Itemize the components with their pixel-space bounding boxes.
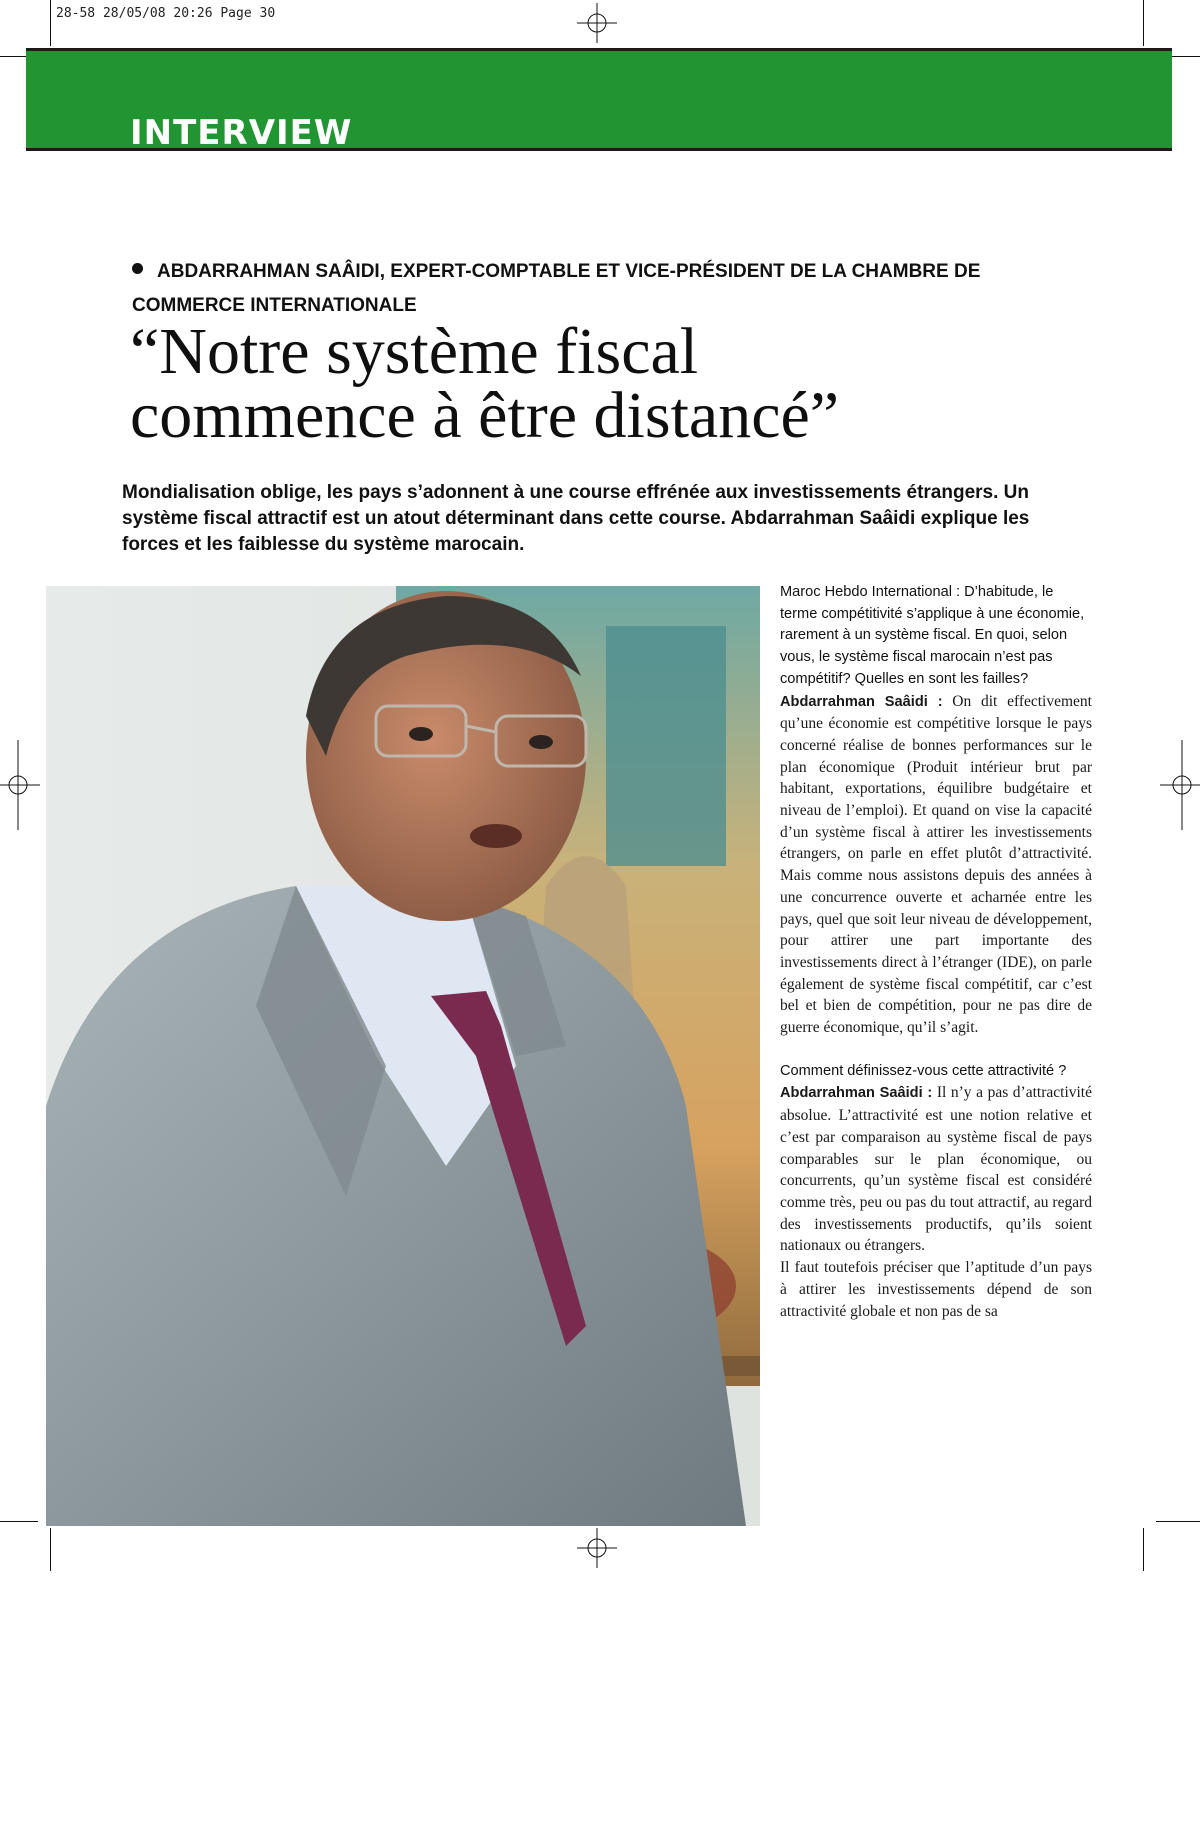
headline-line-1: “Notre système fiscal <box>130 315 699 388</box>
registration-mark-bottom <box>577 1528 617 1568</box>
answer-2 <box>780 1082 1092 1257</box>
question-1: Maroc Hebdo International : D’habitude, le terme compétitivité s’applique à une économie, rarement à un système fiscal. En quoi, selon vous, le système fiscal marocain n’est pas compétitif? Quelles en sont les failles? <box>780 584 1085 687</box>
kicker-text: ABDARRAHMAN SAÂIDI, EXPERT-COMPTABLE ET VICE-PRÉSIDENT DE LA CHAMBRE DE COMMERCE INTERNATIONALE <box>132 261 981 316</box>
answer-2-text: Il n’y a pas d’attractivité absolue. L’attractivité est une notion relative et c’est par comparaison au système fiscal de pays comparables sur le plan économique, ou concurrents, qu’un système fiscal est considéré comme très, peu ou pas du tout attractif, au regard des investissements productifs, qu’ils soient nationaux ou étrangers. <box>780 1084 1092 1255</box>
print-slug: 28-58 28/05/08 20:26 Page 30 <box>56 6 276 21</box>
registration-mark-top <box>577 3 617 43</box>
answer-1 <box>780 691 1092 1039</box>
interviewee-kicker <box>132 255 1032 323</box>
speaker-label-1: Abdarrahman Saâidi : <box>780 693 943 710</box>
article-column <box>780 582 1092 1322</box>
answer-3: Il faut toutefois préciser que l’aptitude d’un pays à attirer les investissements dépend de son attractivité globale et non pas de sa <box>780 1259 1092 1320</box>
photo-credit: © MHI <box>112 1813 121 1844</box>
portrait-illustration <box>46 586 760 1526</box>
registration-mark-right <box>1160 765 1200 805</box>
headline <box>130 315 1090 452</box>
bullet-icon <box>132 263 143 274</box>
speaker-label-2: Abdarrahman Saâidi : <box>780 1085 933 1102</box>
headline-line-2: commence à être distancé” <box>130 379 840 452</box>
question-2: Comment définissez-vous cette attractivité ? <box>780 1062 1067 1079</box>
answer-1-text: On dit effectivement qu’une économie est compétitive lorsque le pays concerné réalise de bonnes performances sur le plan économique (Produit intérieur brut par habitant, exportations, équilibre budgétaire et niveau de l’emploi). Et quand on vise la capacité d’un système fiscal à attirer les investissements étrangers, on parle en effet plutôt d’attractivité. Mais comme nous assistons depuis des années à une concurrence ouverte et acharnée entre les pays, quel que soit leur niveau de développement, pour attirer une part importante des investissements direct à l’étranger (IDE), on parle également de système fiscal compétitif, car c’est bel et bien de compétition, pour ne pas dire de guerre économique, qu’il s’agit. <box>780 692 1092 1037</box>
section-title: INTERVIEW <box>130 113 353 153</box>
section-band <box>26 48 1172 151</box>
portrait-photo <box>46 586 760 1844</box>
standfirst: Mondialisation oblige, les pays s’adonnent à une course effrénée aux investissements étrangers. Un système fiscal attractif est un atout déterminant dans cette course. Abdarrahman Saâidi explique les forces et les faiblesse du système marocain. <box>122 482 1030 555</box>
registration-mark-left <box>0 765 40 805</box>
